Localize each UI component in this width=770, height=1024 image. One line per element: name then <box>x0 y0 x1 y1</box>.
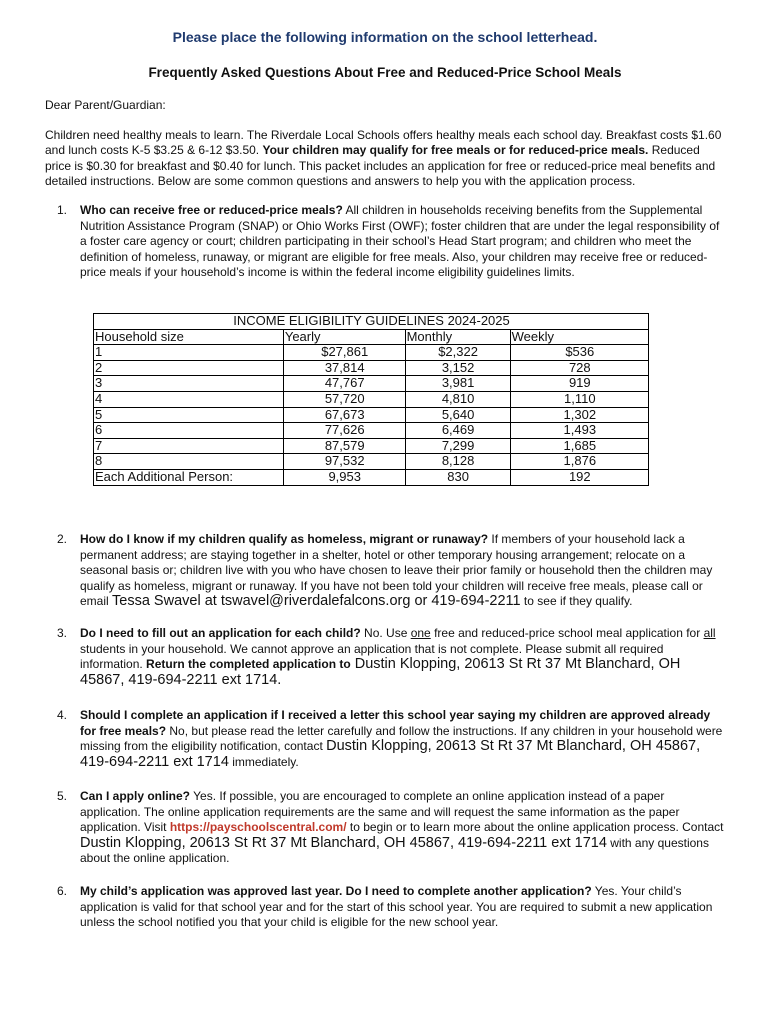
table-row <box>94 469 649 485</box>
table-cell: $27,861 <box>283 345 405 361</box>
table-cell: 8 <box>94 454 284 470</box>
table-row <box>94 454 649 470</box>
table-cell: 1,685 <box>510 438 648 454</box>
page-title: Frequently Asked Questions About Free and Reduced-Price School Meals <box>148 65 622 80</box>
table-cell: 4 <box>94 391 284 407</box>
table-cell: 47,767 <box>283 376 405 392</box>
faq-answer: to begin or to learn more about the online application process. Contact <box>346 820 724 834</box>
faq-item-1 <box>57 203 727 281</box>
table-header: Weekly <box>510 329 648 345</box>
table-row <box>94 423 649 439</box>
letterhead-note: Please place the following information on the school letterhead. <box>172 29 598 45</box>
faq-number: 6. <box>57 884 68 898</box>
table-cell: 3,152 <box>405 360 510 376</box>
table-cell: 192 <box>510 469 648 485</box>
table-cell: 3,981 <box>405 376 510 392</box>
table-cell: 1,493 <box>510 423 648 439</box>
table-title: INCOME ELIGIBILITY GUIDELINES 2024-2025 <box>94 314 649 330</box>
faq-contact: Tessa Swavel at tswavel@riverdalefalcons.org or 419-694-2211 <box>112 593 521 609</box>
faq-question: Who can receive free or reduced-price meals? <box>80 203 343 217</box>
table-row <box>94 345 649 361</box>
faq-answer: free and reduced-price school meal application for <box>430 626 704 640</box>
table-cell: 919 <box>510 376 648 392</box>
table-cell: 57,720 <box>283 391 405 407</box>
intro-bold: Your children may qualify for free meals or for reduced-price meals. <box>262 143 649 158</box>
table-cell: 3 <box>94 376 284 392</box>
faq-answer-tail: immediately. <box>228 754 299 769</box>
faq-question: Can I apply online? <box>80 789 191 803</box>
table-cell: 2 <box>94 360 284 376</box>
faq-answer: If members of your household lack a permanent address; are staying together in a shelter, hotel or other temporary housing arrangement; relocate on a seasonal basis or; children live with you who have chosen to leave their prior family or household then the children may qualify as homeless, migrant or runaway. If you have not been told your children will receive free meals, please call or email <box>80 532 713 608</box>
faq-item-4 <box>57 708 727 770</box>
table-cell: 6 <box>94 423 284 439</box>
faq-contact: Dustin Klopping, 20613 St Rt 37 Mt Blanchard, OH 45867, 419-694-2211 ext 1714. <box>80 656 681 688</box>
table-cell: 1,110 <box>510 391 648 407</box>
faq-question: My child’s application was approved last year. Do I need to complete another application? <box>80 884 592 898</box>
table-cell: $2,322 <box>405 345 510 361</box>
faq-answer: Yes. Your child’s application is valid for that school year and for the start of this school year. You are required to submit a new application unless the school notified you that your child is eligible for the new school year. <box>80 884 713 929</box>
faq-answer: Yes. If possible, you are encouraged to complete an online application instead of a paper application. The online application requirements are the same and will request the same information as the paper application. Visit <box>80 789 680 834</box>
table-cell: 4,810 <box>405 391 510 407</box>
table-cell: 728 <box>510 360 648 376</box>
table-cell: 37,814 <box>283 360 405 376</box>
table-header: Yearly <box>283 329 405 345</box>
table-row <box>94 438 649 454</box>
table-cell: 5,640 <box>405 407 510 423</box>
faq-number: 4. <box>57 708 68 722</box>
intro-paragraph: Children need healthy meals to learn. The Riverdale Local Schools offers healthy meals each school day. Breakfast costs $1.60 and lunch costs K-5 $3.25 & 6-12 $3.50. Your children may qualify for free meals or for reduced-price meals. Reduced price is $0.30 for breakfast and $0.40 for lunch. This packet includes an application for free or reduced-price meal benefits and detailed instructions. Below are some common questions and answers to help you with the application process. <box>45 128 722 188</box>
faq-contact: Dustin Klopping, 20613 St Rt 37 Mt Blanchard, OH 45867, 419-694-2211 ext 1714 <box>80 738 701 770</box>
table-row <box>94 407 649 423</box>
table-cell: 830 <box>405 469 510 485</box>
table-cell: 5 <box>94 407 284 423</box>
faq-number: 2. <box>57 532 68 546</box>
faq-question: Should I complete an application if I received a letter this school year saying my children are approved already for free meals? <box>80 708 711 738</box>
table-cell: 1,302 <box>510 407 648 423</box>
table-row <box>94 376 649 392</box>
table-cell: 67,673 <box>283 407 405 423</box>
table-cell: 97,532 <box>283 454 405 470</box>
table-cell: $536 <box>510 345 648 361</box>
table-header: Household size <box>94 329 284 345</box>
table-cell: 8,128 <box>405 454 510 470</box>
faq-number: 5. <box>57 789 68 803</box>
underlined-word: all <box>703 626 716 640</box>
table-cell: Each Additional Person: <box>94 469 284 485</box>
payschoolscentral-link[interactable]: https://payschoolscentral.com/ <box>169 820 347 834</box>
faq-question: Do I need to fill out an application for each child? <box>80 626 361 640</box>
table-cell: 1 <box>94 345 284 361</box>
underlined-word: one <box>410 626 431 640</box>
faq-number: 1. <box>57 203 68 217</box>
table-header-row <box>94 329 649 345</box>
faq-answer: No. Use <box>360 626 411 640</box>
table-row <box>94 391 649 407</box>
faq-answer: All children in households receiving benefits from the Supplemental Nutrition Assistance Program (SNAP) or Ohio Works First (OWF); foster children that are under the legal responsibility of a foster care agency or court; children participating in their school’s Head Start program; and children who meet the definition of homeless, runaway, or migrant are eligible for free meals. Also, your children may receive free or reduced-price meals if your household’s income is within the federal income eligibility guidelines limits. <box>80 203 720 279</box>
faq-answer-tail: to see if they qualify. <box>520 594 633 608</box>
table-cell: 1,876 <box>510 454 648 470</box>
faq-answer: students in your household. We cannot approve an application that is not complete. Please submit all required information. <box>80 641 664 671</box>
table-cell: 9,953 <box>283 469 405 485</box>
faq-item-2 <box>57 532 727 610</box>
table-cell: 7 <box>94 438 284 454</box>
table-row <box>94 360 649 376</box>
faq-question: How do I know if my children qualify as homeless, migrant or runaway? <box>80 532 489 546</box>
faq-answer-tail: with any questions about the online application. <box>80 835 709 865</box>
faq-contact: Dustin Klopping, 20613 St Rt 37 Mt Blanchard, OH 45867, 419-694-2211 ext 1714 <box>80 834 607 851</box>
faq-item-3 <box>57 626 727 688</box>
faq-number: 3. <box>57 626 68 640</box>
income-eligibility-table <box>93 313 649 486</box>
faq-answer: No, but please read the letter carefully and follow the instructions. If any children in your household were missing from the eligibility notification, contact <box>80 723 723 753</box>
table-cell: 7,299 <box>405 438 510 454</box>
table-cell: 77,626 <box>283 423 405 439</box>
table-header: Monthly <box>405 329 510 345</box>
faq-item-6 <box>57 884 727 931</box>
faq-bold: Return the completed application to <box>146 657 351 671</box>
table-cell: 87,579 <box>283 438 405 454</box>
faq-item-5 <box>57 789 727 867</box>
table-cell: 6,469 <box>405 423 510 439</box>
salutation: Dear Parent/Guardian: <box>45 98 166 112</box>
